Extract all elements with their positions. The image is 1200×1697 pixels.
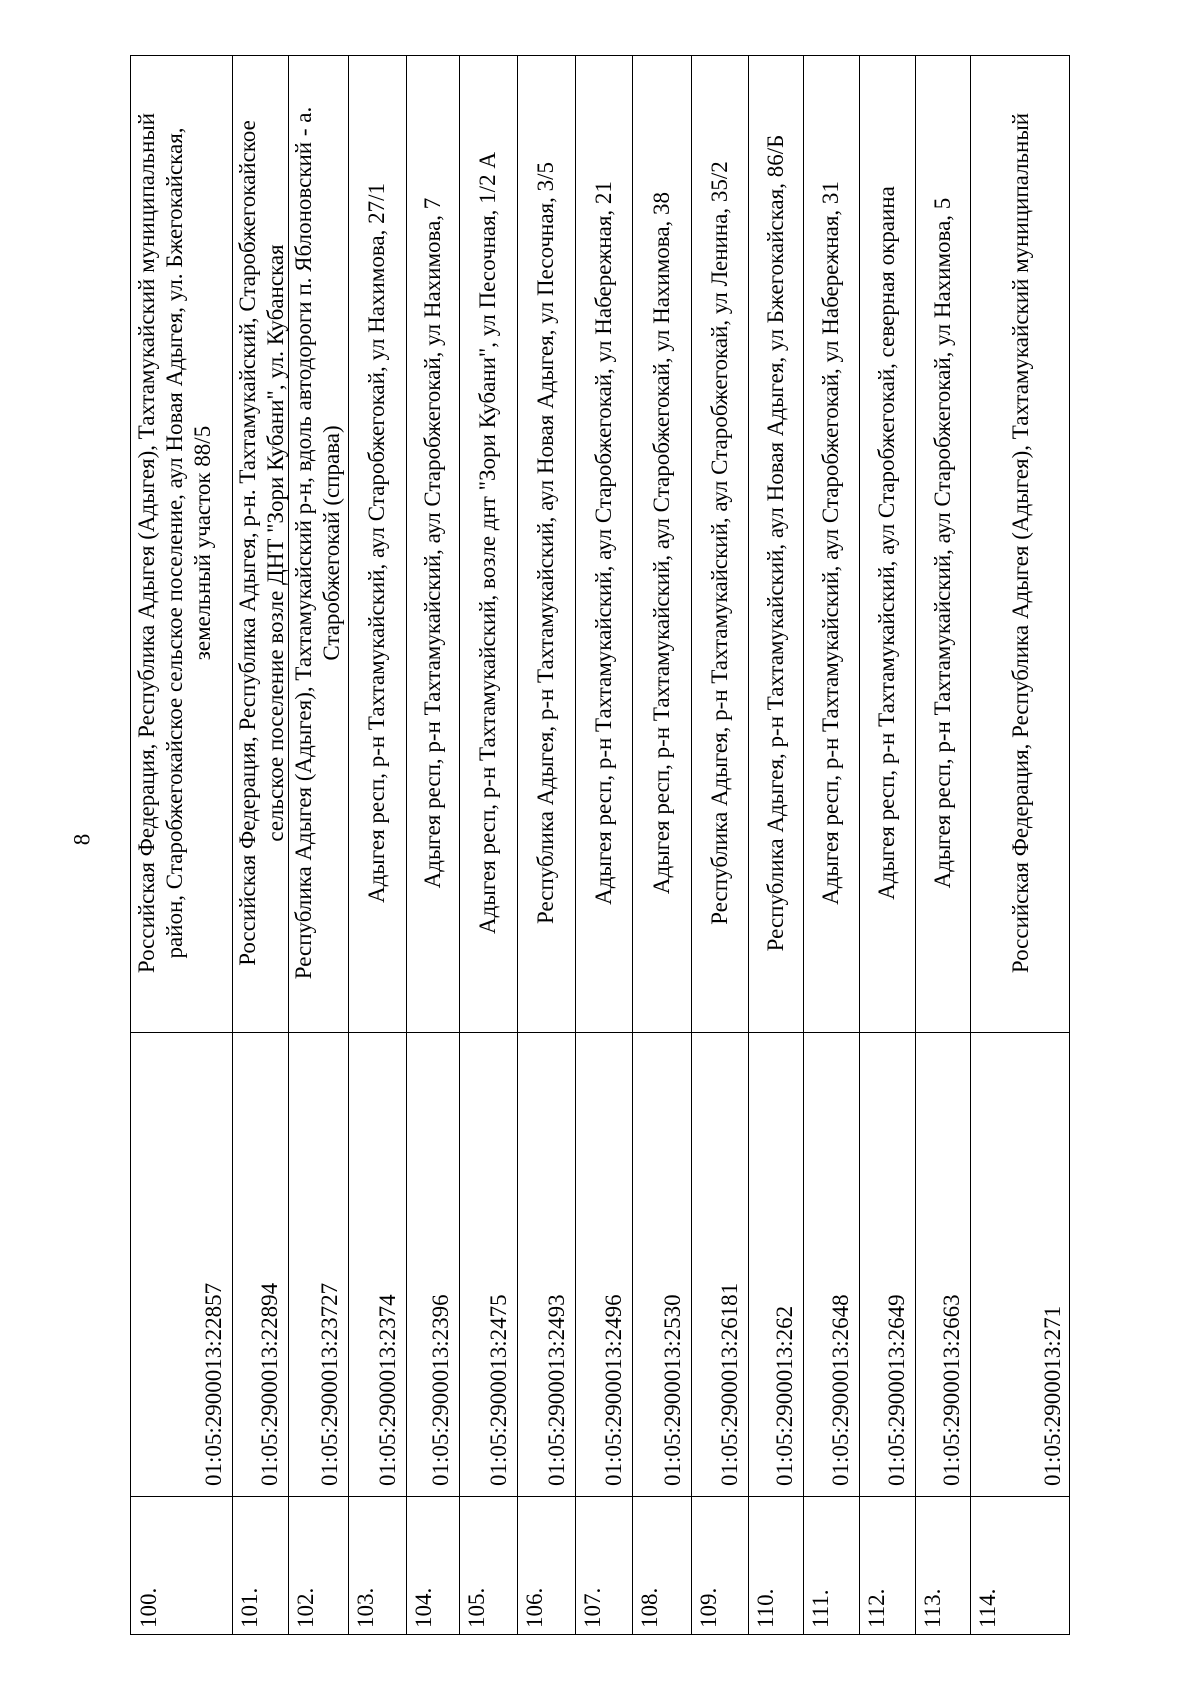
address-cell	[634, 56, 689, 1030]
cadastral-number: 01:05:2900013:22894	[257, 1282, 282, 1486]
cadastral-number: 01:05:2900013:2396	[428, 1294, 453, 1486]
row-number: 114.	[975, 1588, 1000, 1628]
cadastral-number: 01:05:2900013:23727	[317, 1282, 342, 1486]
address-line: сельское поселение возле ДНТ "Зори Кубани", ул. Кубанская	[263, 244, 288, 842]
address-line: Адыгея респ, р-н Тахтамукайский, аул Старобжегокай, ул Нахимова, 38	[648, 191, 674, 895]
cadastral-number: 01:05:2900013:2374	[375, 1294, 400, 1486]
address-cell	[408, 56, 457, 1030]
address-line: Адыгея респ, р-н Тахтамукайский, аул Старобжегокай, ул Набережная, 21	[590, 181, 616, 905]
row-number: 107.	[580, 1587, 605, 1628]
page-number: 8	[69, 833, 95, 846]
row-number: 110.	[753, 1588, 778, 1628]
address-line: Адыгея респ, р-н Тахтамукайский, аул Старобжегокай, ул Нахимова, 27/1	[364, 182, 389, 904]
row-divider	[970, 56, 971, 1634]
row-number: 103.	[353, 1587, 378, 1628]
address-cell	[133, 56, 230, 1030]
address-line: Адыгея респ, р-н Тахтамукайский, аул Старобжегокай, ул Нахимова, 5	[929, 197, 955, 889]
cadastral-number: 01:05:2900013:262	[772, 1305, 797, 1486]
row-divider	[691, 56, 692, 1634]
address-line: Российская Федерация, Республика Адыгея (Адыгея), Тахтамукайский муниципальный	[1007, 112, 1033, 974]
row-divider	[915, 56, 916, 1634]
address-line: Республика Адыгея, р-н Тахтамукайский, аул Новая Адыгея, ул Песочная, 3/5	[533, 161, 558, 925]
address-cell	[350, 56, 404, 1030]
cadastral-number: 01:05:2900013:2663	[939, 1294, 964, 1486]
cadastral-number: 01:05:2900013:271	[1040, 1305, 1065, 1486]
row-number: 113.	[920, 1588, 945, 1628]
cadastral-number: 01:05:2900013:2530	[660, 1294, 685, 1486]
address-cell	[917, 56, 968, 1030]
address-cell	[234, 56, 286, 1030]
address-line: земельный участок 88/5	[190, 425, 215, 661]
row-number: 109.	[696, 1587, 721, 1628]
address-cell	[577, 56, 630, 1030]
row-number: 106.	[522, 1587, 547, 1628]
cadastral-number: 01:05:2900013:2649	[884, 1294, 909, 1486]
address-line: Адыгея респ, р-н Тахтамукайский, возле днт "Зори Кубани", ул Песочная, 1/2 А	[475, 152, 500, 934]
cadastral-number: 01:05:2900013:2475	[486, 1294, 511, 1486]
address-line: Старобжегокай (справа)	[319, 425, 344, 661]
address-cell	[519, 56, 573, 1030]
address-cell	[461, 56, 515, 1030]
address-cell	[750, 56, 801, 1030]
row-number: 100.	[136, 1587, 161, 1628]
address-line: Республика Адыгея (Адыгея), Тахтамукайский р-н, вдоль автодороги п. Яблоновский - а.	[291, 106, 316, 980]
address-line: Российская Федерация, Республика Адыгея (Адыгея), Тахтамукайский муниципальный	[134, 112, 159, 974]
row-divider	[517, 56, 518, 1634]
cadastral-number: 01:05:2900013:2496	[601, 1294, 626, 1486]
row-divider	[406, 56, 407, 1634]
row-divider	[459, 56, 460, 1634]
cadastral-number: 01:05:2900013:2493	[544, 1294, 569, 1486]
row-divider	[632, 56, 633, 1634]
row-divider	[748, 56, 749, 1634]
cadastral-number: 01:05:2900013:26181	[717, 1282, 742, 1486]
address-line: Адыгея респ, р-н Тахтамукайский, аул Старобжегокай, северная окраина	[874, 186, 899, 900]
row-divider	[859, 56, 860, 1634]
address-table	[130, 55, 1070, 1635]
address-line: Республика Адыгея, р-н Тахтамукайский, аул Старобжегокай, ул Ленина, 35/2	[706, 161, 732, 925]
row-number: 104.	[411, 1587, 436, 1628]
address-cell	[861, 56, 913, 1030]
row-number: 102.	[293, 1587, 318, 1628]
row-divider	[575, 56, 576, 1634]
row-divider	[232, 56, 233, 1634]
cadastral-number: 01:05:2900013:22857	[201, 1282, 226, 1486]
address-cell	[972, 56, 1069, 1030]
row-number: 101.	[237, 1587, 262, 1628]
cadastral-number: 01:05:2900013:2648	[828, 1294, 853, 1486]
address-line: район, Старобжегокайское сельское поселение, аул Новая Адыгея, ул. Бжегокайская,	[162, 127, 187, 959]
row-divider	[288, 56, 289, 1634]
address-line: Российская Федерация, Республика Адыгея, р-н. Тахтамукайский, Старобжегокайское	[235, 120, 260, 966]
row-divider	[348, 56, 349, 1634]
address-line: Республика Адыгея, р-н Тахтамукайский, аул Новая Адыгея, ул Бжегокайская, 86/Б	[762, 134, 788, 952]
address-line: Адыгея респ, р-н Тахтамукайский, аул Старобжегокай, ул Набережная, 31	[818, 181, 843, 905]
address-line: Адыгея респ, р-н Тахтамукайский, аул Старобжегокай, ул Нахимова, 7	[419, 197, 445, 889]
address-cell	[290, 56, 346, 1030]
row-number: 112.	[864, 1588, 889, 1628]
address-cell	[805, 56, 857, 1030]
row-number: 111.	[808, 1589, 833, 1628]
row-number: 108.	[637, 1587, 662, 1628]
address-cell	[693, 56, 746, 1030]
row-number: 105.	[464, 1587, 489, 1628]
row-divider	[803, 56, 804, 1634]
